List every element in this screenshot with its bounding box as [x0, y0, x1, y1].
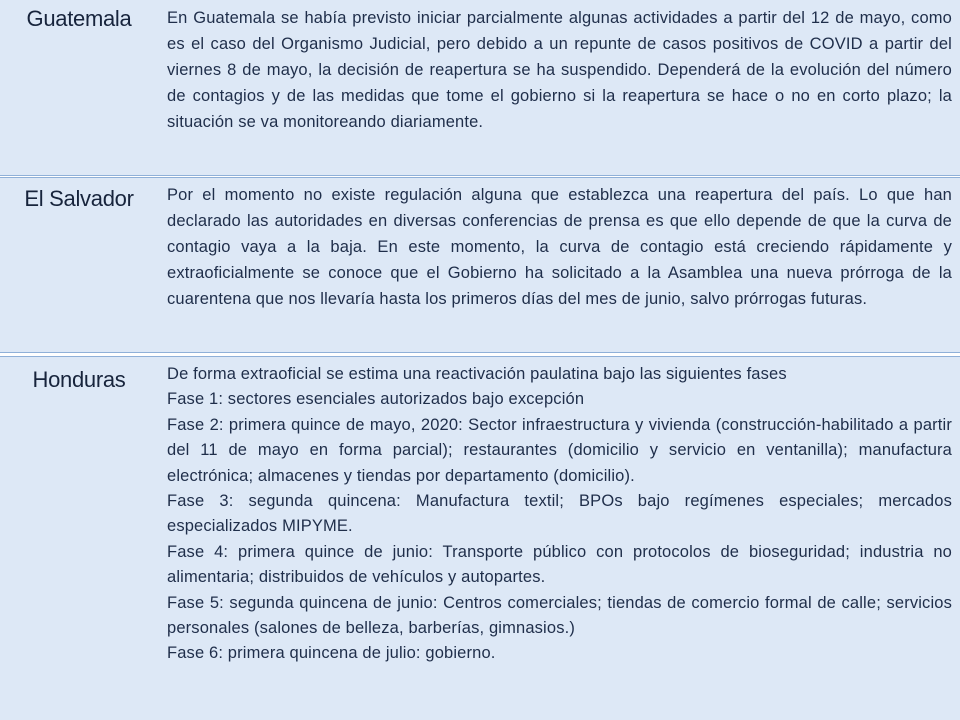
- description-honduras: [167, 362, 952, 667]
- country-label-honduras: Honduras: [32, 367, 126, 392]
- description-guatemala: [167, 5, 952, 135]
- paragraph: En Guatemala se había previsto iniciar parcialmente algunas actividades a partir del 12 de mayo, como es el caso del Organismo Judicial, pero debido a un repunte de casos positivos de COVID a partir del viernes 8 de mayo, la decisión de reapertura se ha suspendido. Dependerá de la evolución del número de contagios y de las medidas que tome el gobierno si la reapertura se hace o no en corto plazo; la situación se va monitoreando diariamente.: [167, 9, 952, 131]
- country-label-guatemala: Guatemala: [26, 6, 132, 31]
- paragraph-fase-5: Fase 5: segunda quincena de junio: Centros comerciales; tiendas de comercio formal de calle; servicios personales (salones de belleza, barberías, gimnasios.): [167, 593, 952, 638]
- paragraph-fase-6: Fase 6: primera quincena de julio: gobierno.: [167, 644, 496, 663]
- paragraph: Por el momento no existe regulación alguna que establezca una reapertura del país. Lo que han declarado las autoridades en diversas conferencias de prensa es que ello depende de que la curva de contagio vaya a la baja. En este momento, la curva de contagio está creciendo rápidamente y extraoficialmente se conoce que el Gobierno ha solicitado a la Asamblea una nueva prórroga de la cuarentena que nos llevaría hasta los primeros días del mes de junio, salvo prórrogas futuras.: [167, 186, 952, 308]
- description-el-salvador: [167, 182, 952, 312]
- country-label-el-salvador: El Salvador: [24, 186, 134, 211]
- paragraph-fase-4: Fase 4: primera quince de junio: Transporte público con protocolos de bioseguridad; industria no alimentaria; distribuidos de vehículos y autopartes.: [167, 542, 952, 587]
- paragraph-fase-2: Fase 2: primera quince de mayo, 2020: Sector infraestructura y vivienda (construcción-habilitado a partir del 11 de mayo en forma parcial); restaurantes (domicilio y servicio en ventanilla); manufactura electrónica; almacenes y tiendas por departamento (domicilio).: [167, 415, 952, 485]
- paragraph-fase-3: Fase 3: segunda quincena: Manufactura textil; BPOs bajo regímenes especiales; mercados especializados MIPYME.: [167, 492, 952, 536]
- paragraph-intro: De forma extraoficial se estima una reactivación paulatina bajo las siguientes fases: [167, 365, 787, 383]
- paragraph-fase-1: Fase 1: sectores esenciales autorizados bajo excepción: [167, 390, 585, 409]
